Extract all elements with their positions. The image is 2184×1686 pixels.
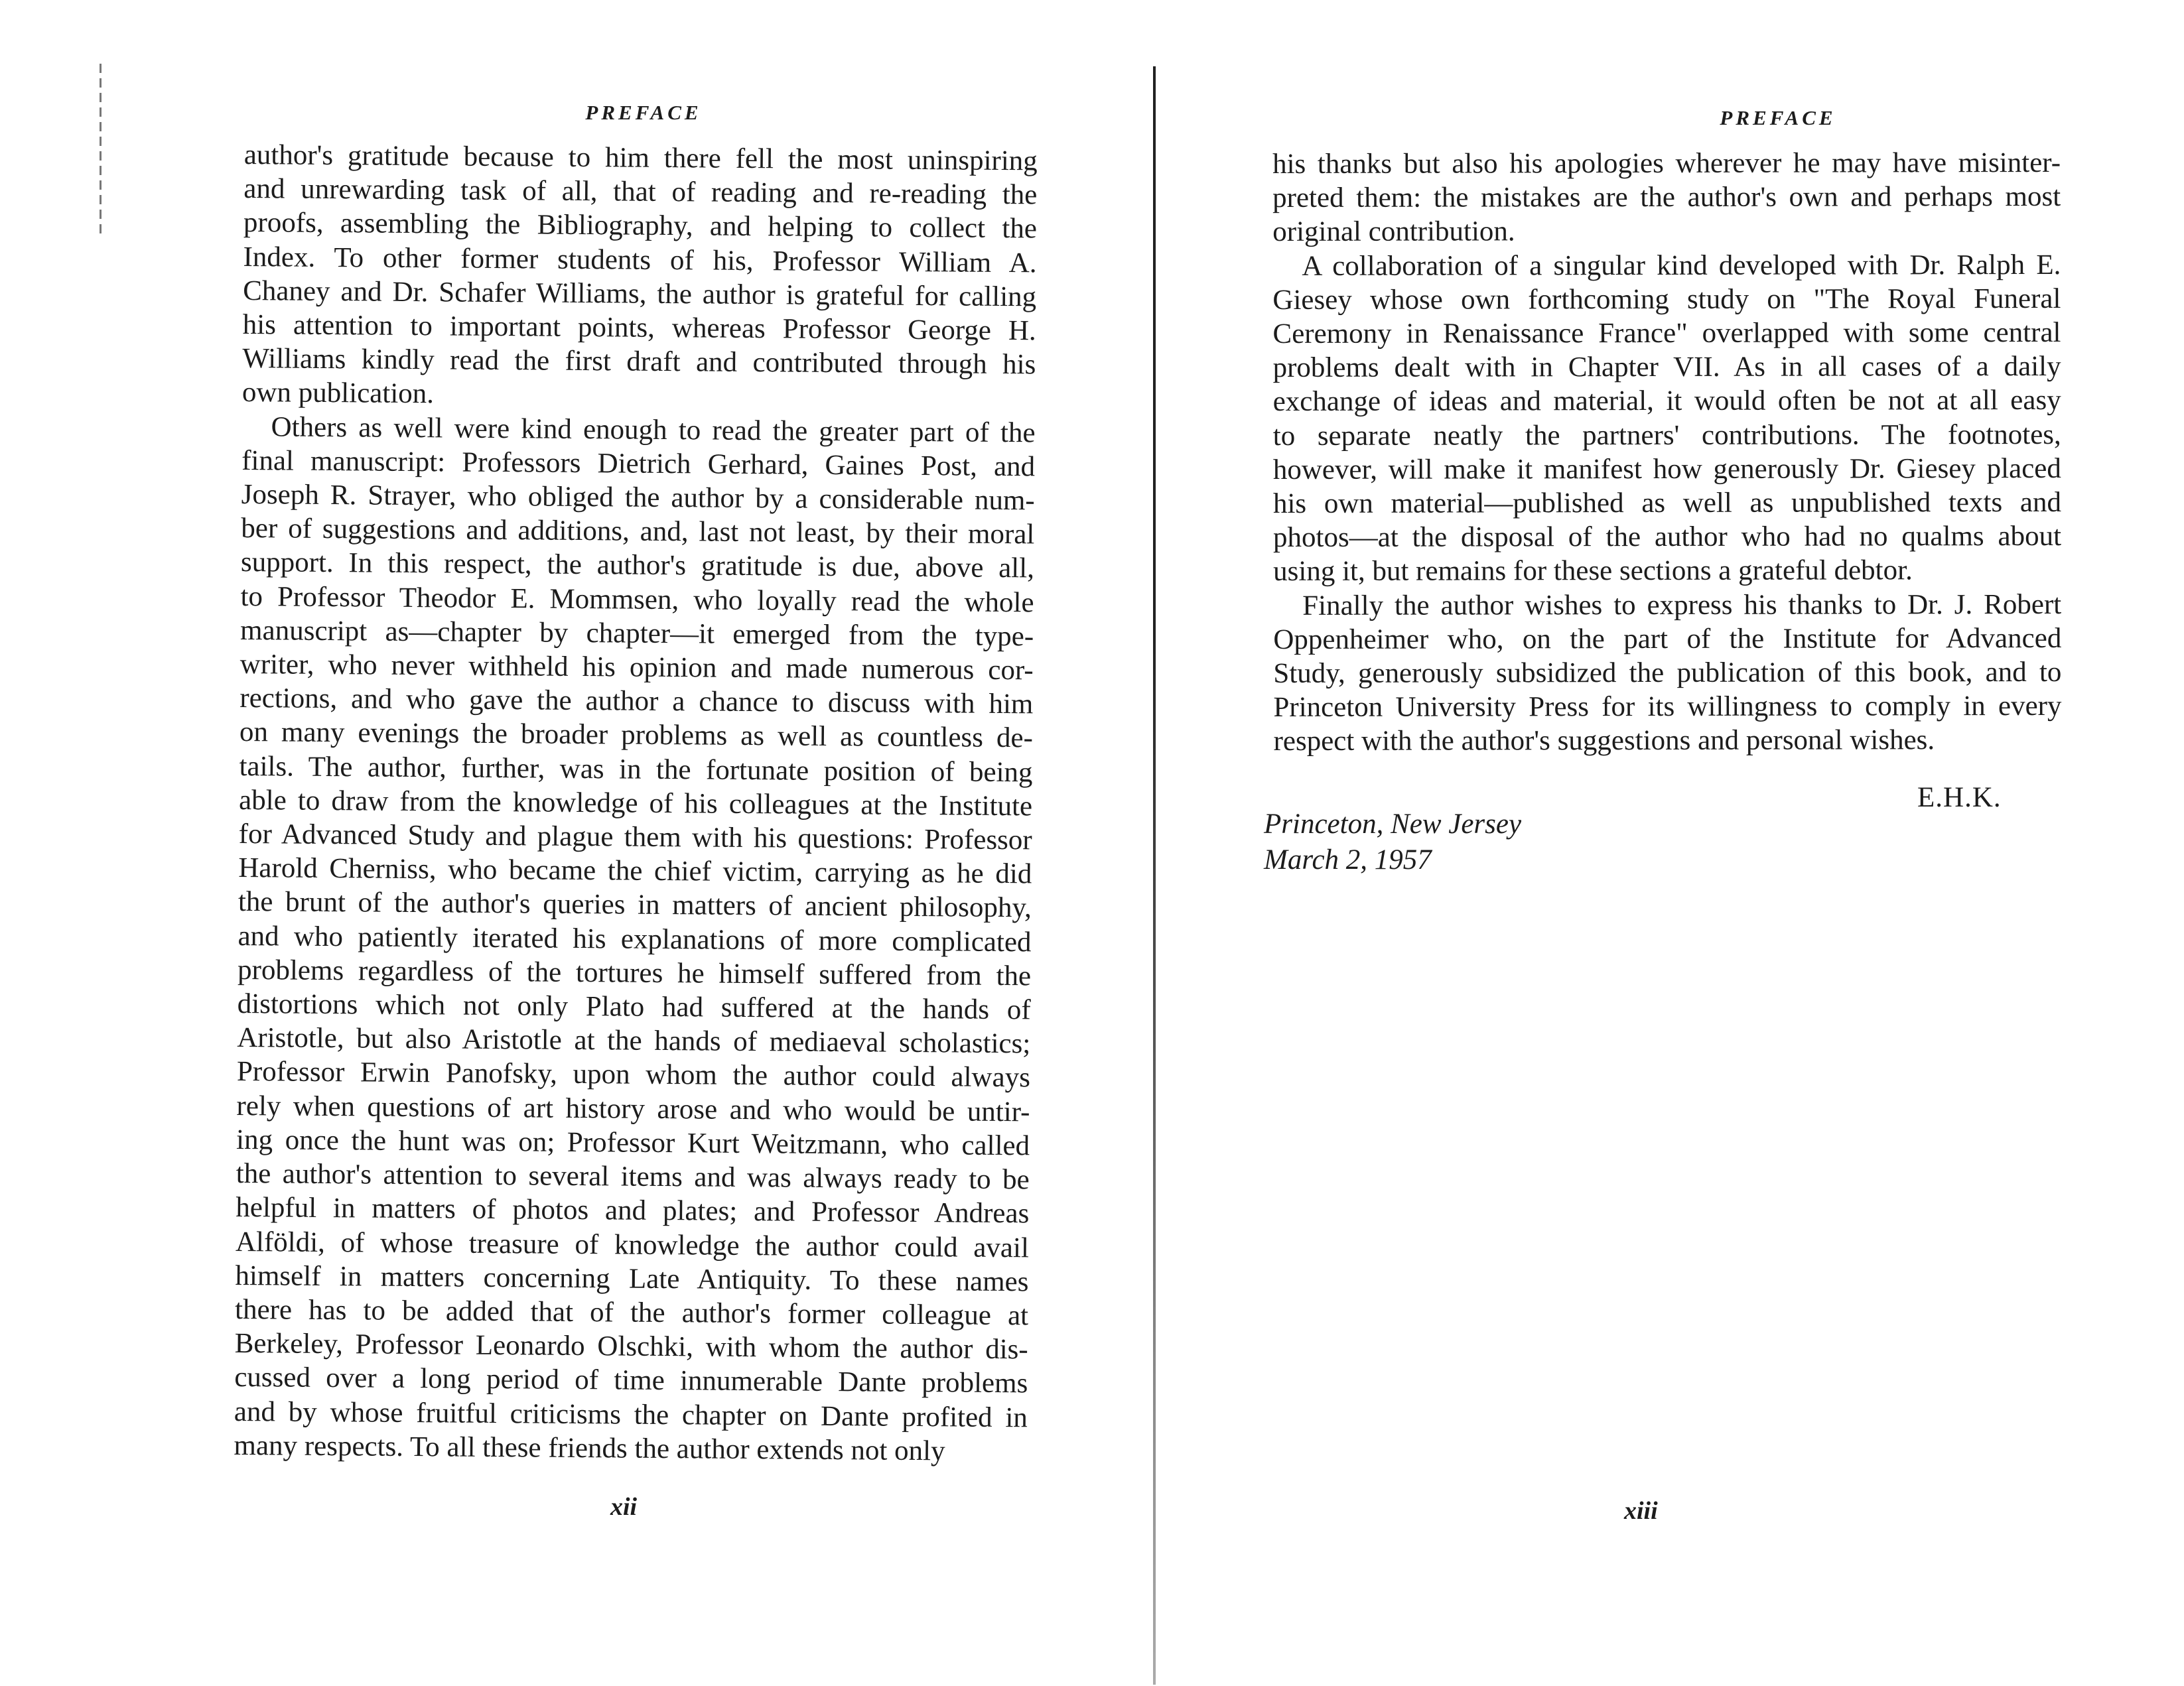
text-line: and who patiently iterated his explanations of more complicated	[238, 920, 1032, 958]
text-line: Ceremony in Renaissance France" overlapped with some central	[1272, 316, 2061, 350]
text-line: Harold Cherniss, who became the chief victim, carrying as he did	[238, 852, 1032, 890]
text-line: many respects. To all these friends the author extends not only	[234, 1429, 945, 1467]
dateline	[1264, 807, 1521, 878]
text-line: the brunt of the author's queries in matters of ancient philosophy,	[238, 886, 1032, 924]
text-line: Princeton University Press for its willingness to comply in every	[1273, 690, 2062, 724]
text-line: distortions which not only Plato had suffered at the hands of	[237, 988, 1031, 1026]
paragraph	[1272, 248, 2061, 589]
text-line: Others as well were kind enough to read the greater part of the	[271, 411, 1036, 449]
text-line: tails. The author, further, was in the fortunate position of being	[239, 750, 1033, 789]
running-head: PREFACE	[1720, 106, 1836, 129]
text-line: cussed over a long period of time innumerable Dante problems	[234, 1362, 1028, 1399]
text-line: author's gratitude because to him there fell the most uninspiring	[243, 139, 1038, 177]
text-line: Index. To other former students of his, Professor William A.	[243, 241, 1037, 279]
text-line: problems dealt with in Chapter VII. As in all cases of a daily	[1272, 351, 2061, 384]
paragraph	[234, 410, 1035, 1469]
text-line: exchange of ideas and material, it would often be not at all easy	[1272, 385, 2061, 418]
text-line: manuscript as—chapter by chapter—it emerged from the type-	[239, 614, 1034, 653]
page-number: xiii	[1624, 1497, 1658, 1525]
text-line: A collaboration of a singular kind developed with Dr. Ralph E.	[1302, 249, 2061, 282]
text-line: own publication.	[241, 377, 435, 410]
text-line: rely when questions of art history arose and who would be untir-	[236, 1090, 1030, 1128]
text-line: Giesey whose own forthcoming study on "The Royal Funeral	[1272, 283, 2061, 316]
text-line: Aristotle, but also Aristotle at the hands of mediaeval scholastics;	[237, 1022, 1031, 1060]
paragraph	[1273, 588, 2061, 759]
text-line: however, will make it manifest how generously Dr. Giesey placed	[1272, 452, 2061, 486]
date-line: March 2, 1957	[1264, 844, 1432, 875]
text-line: Oppenheimer who, on the part of the Institute for Advanced	[1273, 622, 2062, 655]
text-line: final manuscript: Professors Dietrich Gerhard, Gaines Post, and	[241, 444, 1036, 483]
paragraph	[242, 138, 1038, 416]
text-line: Study, generously subsidized the publication of this book, and to	[1273, 656, 2062, 690]
text-line: his thanks but also his apologies wherever he may have misinter-	[1272, 147, 2061, 180]
text-line: to separate neatly the partners' contributions. The footnotes,	[1272, 419, 2061, 452]
text-line: on many evenings the broader problems as well as countless de-	[239, 716, 1034, 754]
text-line: himself in matters concerning Late Antiquity. To these names	[235, 1260, 1029, 1298]
text-line: there has to be added that of the author's former colleague at	[234, 1293, 1029, 1332]
text-line: helpful in matters of photos and plates; and Professor Andreas	[236, 1192, 1030, 1230]
text-line: Alföldi, of whose treasure of knowledge the author could avail	[235, 1226, 1030, 1264]
text-line: the author's attention to several items and was always ready to be	[236, 1158, 1030, 1196]
text-line: problems regardless of the tortures he himself suffered from the	[237, 954, 1032, 992]
text-line: for Advanced Study and plague them with his questions: Professor	[238, 818, 1032, 856]
text-line: preted them: the mistakes are the author's own and perhaps most	[1272, 181, 2061, 214]
page-number: xii	[610, 1493, 638, 1521]
text-line: and by whose fruitful criticisms the chapter on Dante profited in	[234, 1395, 1028, 1433]
right-page	[1154, 0, 2184, 1686]
text-line: his own material—published as well as unpublished texts and	[1272, 486, 2061, 520]
text-line: Joseph R. Strayer, who obliged the author by a considerable num-	[241, 479, 1035, 517]
place-line: Princeton, New Jersey	[1264, 809, 1522, 840]
text-line: able to draw from the knowledge of his colleagues at the Institute	[238, 784, 1033, 822]
text-line: Professor Erwin Panofsky, upon whom the author could always	[236, 1056, 1031, 1094]
text-line: Finally the author wishes to express his thanks to Dr. J. Robert	[1302, 588, 2062, 621]
text-line: respect with the author's suggestions and personal wishes.	[1273, 724, 1935, 757]
text-line: support. In this respect, the author's gratitude is due, above all,	[240, 547, 1035, 584]
text-line: rections, and who gave the author a chance to discuss with him	[239, 682, 1034, 720]
author-initials: E.H.K.	[1917, 782, 2002, 813]
text-line: to Professor Theodor E. Mommsen, who loyally read the whole	[240, 580, 1034, 619]
text-line: using it, but remains for these sections a grateful debtor.	[1273, 554, 1913, 588]
body-text	[234, 138, 1038, 1468]
text-line: proofs, assembling the Bibliography, and helping to collect the	[243, 207, 1038, 245]
text-line: original contribution.	[1272, 216, 1515, 248]
text-line: and unrewarding task of all, that of reading and re-reading the	[243, 173, 1038, 211]
body-text	[1272, 146, 2062, 759]
text-line: Berkeley, Professor Leonardo Olschki, with whom the author dis-	[234, 1328, 1028, 1366]
text-line: photos—at the disposal of the author who had no qualms about	[1272, 521, 2062, 554]
text-line: Chaney and Dr. Schafer Williams, the author is grateful for calling	[243, 275, 1037, 313]
paragraph	[1272, 146, 2061, 249]
text-line: ing once the hunt was on; Professor Kurt Weitzmann, who called	[236, 1124, 1030, 1162]
text-line: writer, who never withheld his opinion and made numerous cor-	[239, 649, 1034, 686]
text-line: ber of suggestions and additions, and, last not least, by their moral	[241, 513, 1035, 551]
text-line: Williams kindly read the first draft and contributed through his	[242, 343, 1036, 381]
text-line: his attention to important points, whereas Professor George H.	[242, 309, 1036, 347]
running-head: PREFACE	[585, 101, 702, 124]
